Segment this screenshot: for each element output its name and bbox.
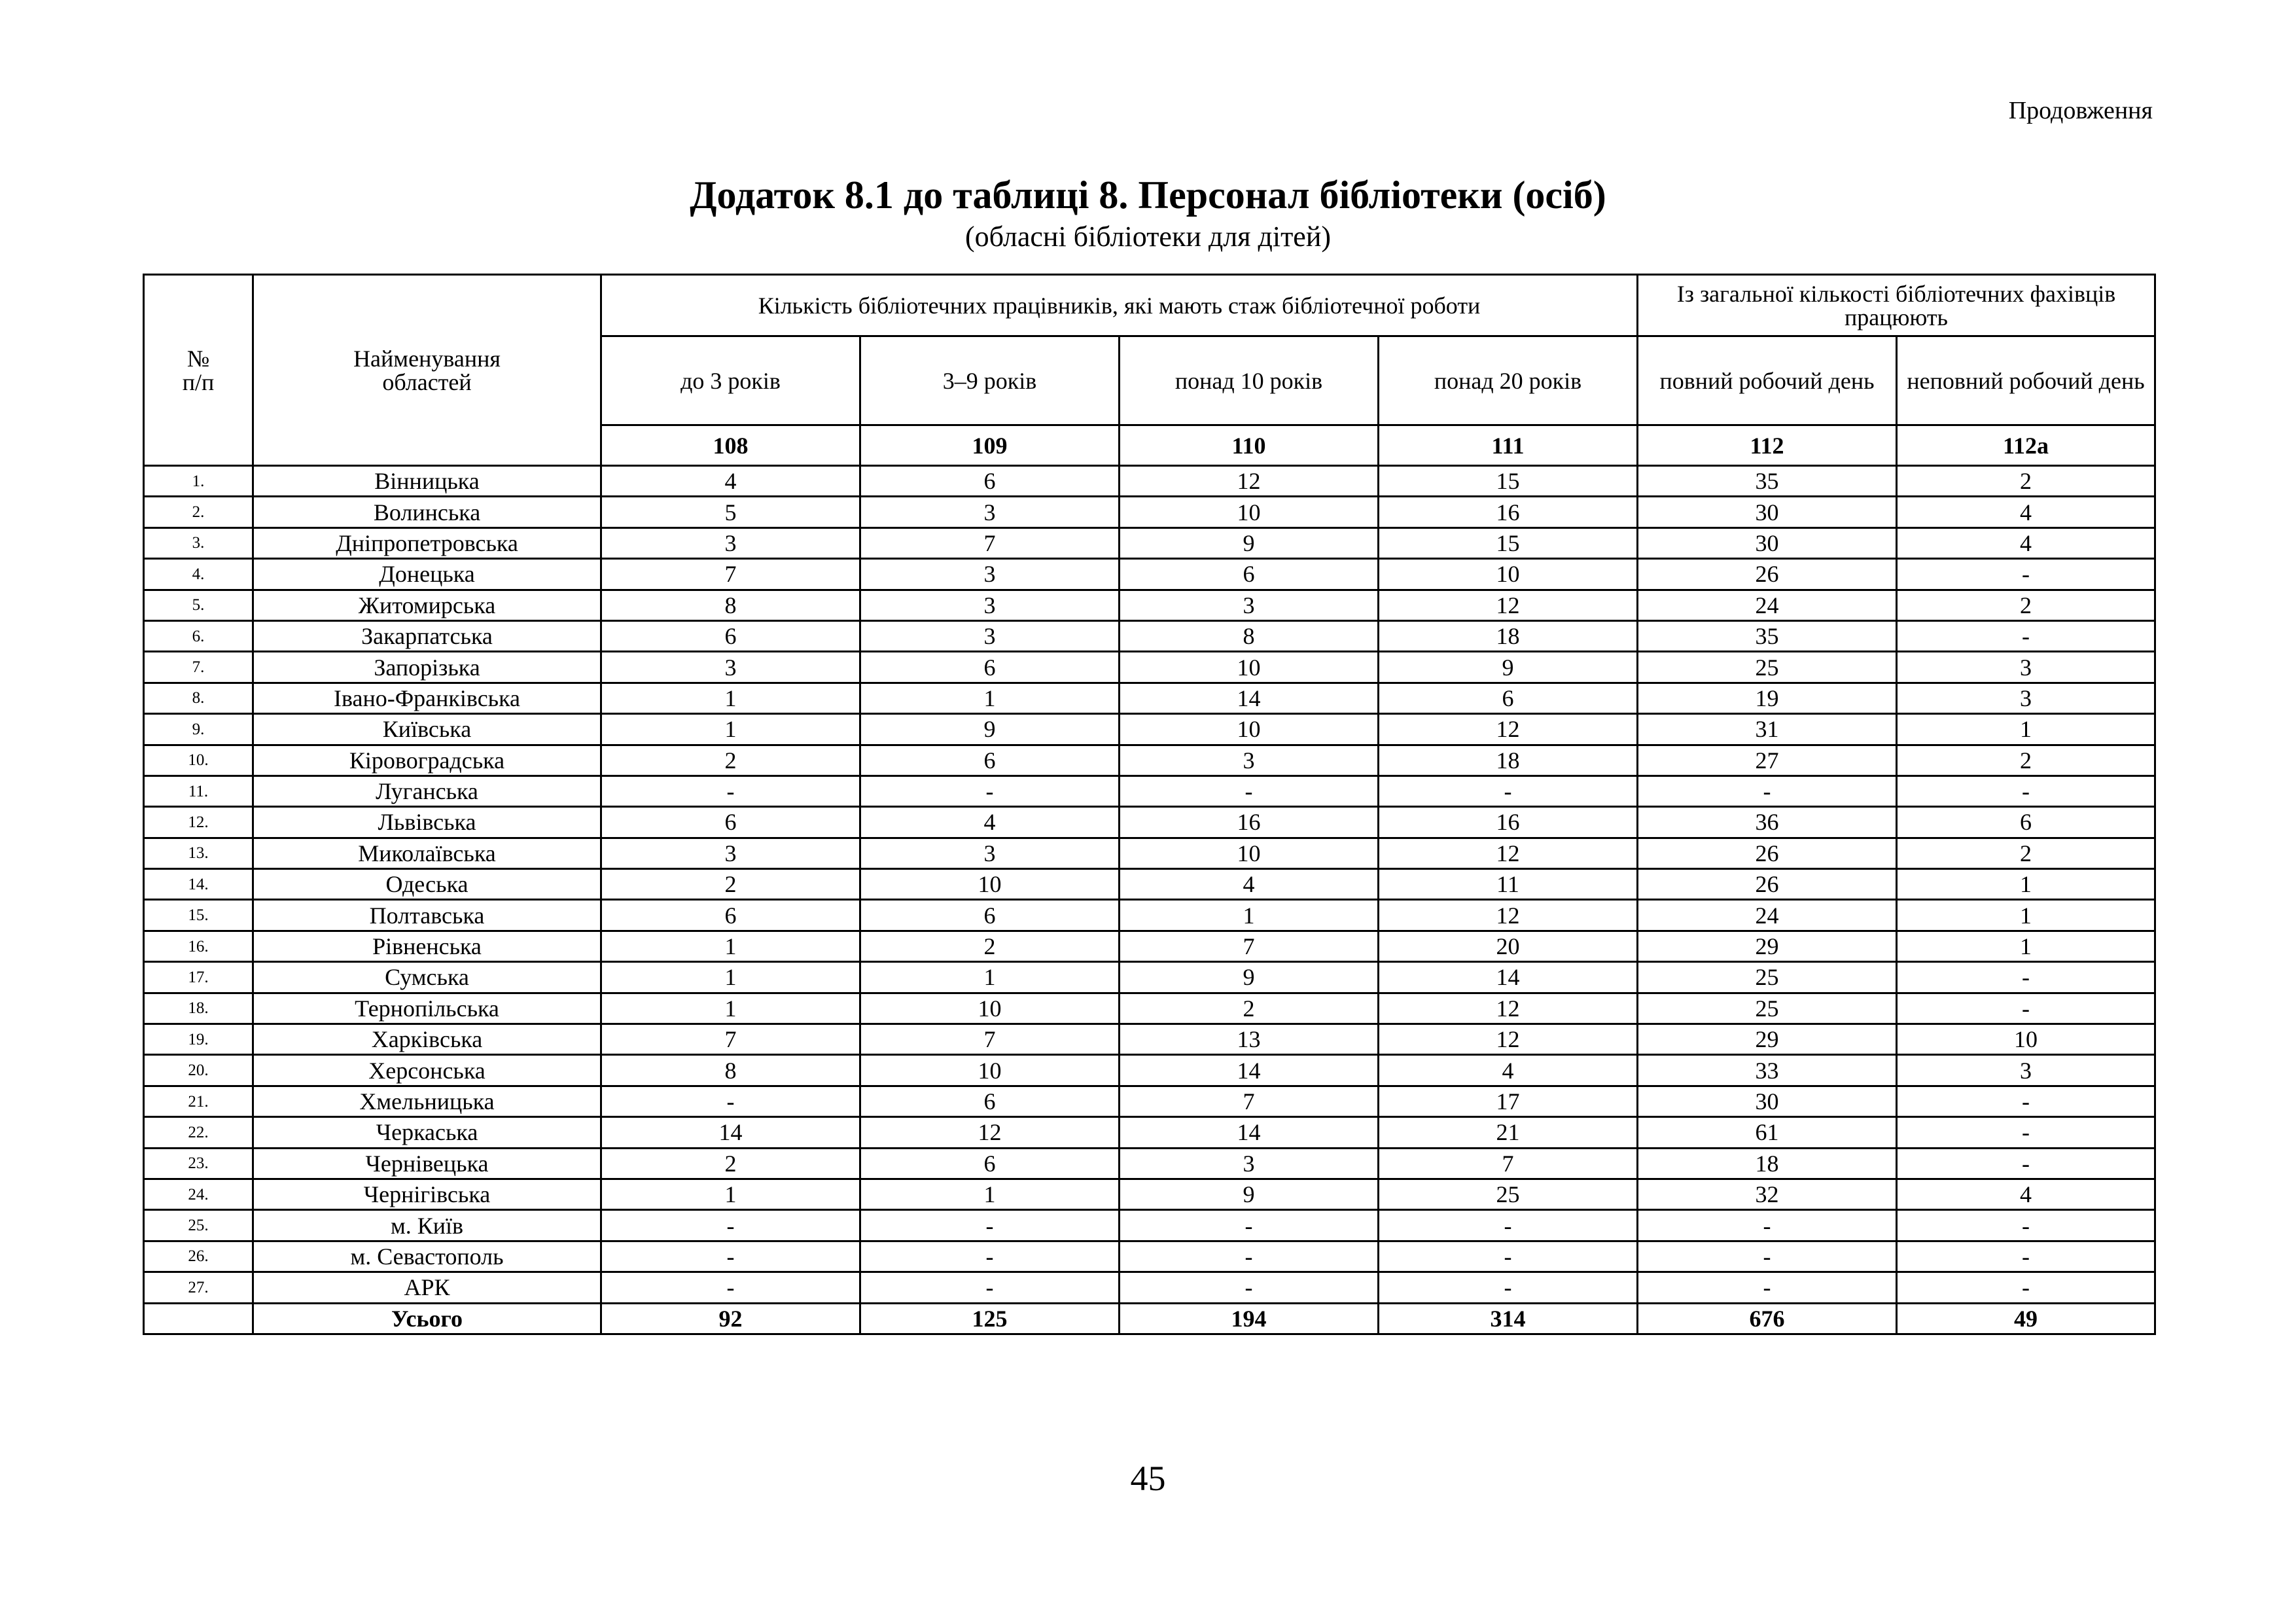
row-number: 24.: [144, 1179, 253, 1209]
page-number: 45: [1130, 1459, 1166, 1498]
table-cell: 9: [1379, 652, 1638, 683]
table-cell: 25: [1379, 1179, 1638, 1209]
table-cell: 9: [1120, 527, 1379, 558]
table-cell: 24: [1638, 900, 1897, 931]
table-cell: 30: [1638, 1086, 1897, 1116]
table-cell: 3: [1897, 652, 2155, 683]
table-cell: -: [1379, 1272, 1638, 1303]
table-cell: 16: [1379, 807, 1638, 838]
table-cell: -: [860, 1241, 1120, 1272]
staff-table: [143, 274, 2156, 1335]
table-cell: 3: [860, 497, 1120, 527]
table-cell: 29: [1638, 931, 1897, 961]
table-cell: 16: [1379, 497, 1638, 527]
table-cell: 194: [1120, 1303, 1379, 1334]
row-number: 11.: [144, 776, 253, 806]
table-cell: 10: [860, 1055, 1120, 1086]
table-cell: -: [1638, 1272, 1897, 1303]
table-cell: 10: [1897, 1024, 2155, 1055]
row-number: 27.: [144, 1272, 253, 1303]
table-cell: -: [1897, 1117, 2155, 1148]
table-row: [144, 1241, 2155, 1272]
table-cell: 3: [1897, 1055, 2155, 1086]
table-cell: 12: [1379, 993, 1638, 1024]
header-group-workday: Із загальної кількості бібліотечних фахівців працюють: [1638, 275, 2155, 336]
table-cell: 1: [1897, 900, 2155, 931]
region-name: Івано-Франківська: [253, 683, 601, 713]
table-cell: 3: [601, 527, 860, 558]
table-cell: 25: [1638, 652, 1897, 683]
table-cell: 30: [1638, 497, 1897, 527]
row-number: 21.: [144, 1086, 253, 1116]
table-row: [144, 869, 2155, 900]
table-row: [144, 652, 2155, 683]
region-name: Харківська: [253, 1024, 601, 1055]
table-row: [144, 683, 2155, 713]
table-cell: -: [1120, 1241, 1379, 1272]
header-code: 112а: [1897, 425, 2155, 466]
table-cell: 1: [601, 714, 860, 745]
table-row: [144, 1179, 2155, 1209]
table-cell: 16: [1120, 807, 1379, 838]
table-cell: 4: [1897, 1179, 2155, 1209]
table-cell: 2: [601, 745, 860, 776]
row-number: 26.: [144, 1241, 253, 1272]
row-number: 15.: [144, 900, 253, 931]
row-number: 22.: [144, 1117, 253, 1148]
row-number: 7.: [144, 652, 253, 683]
row-number: 23.: [144, 1148, 253, 1179]
table-cell: 6: [601, 900, 860, 931]
table-cell: 10: [1120, 838, 1379, 868]
region-name: Херсонська: [253, 1055, 601, 1086]
header-group-experience: Кількість бібліотечних працівників, які мають стаж бібліотечної роботи: [601, 275, 1638, 336]
table-cell: 7: [1379, 1148, 1638, 1179]
table-cell: 4: [860, 807, 1120, 838]
table-cell: -: [601, 1210, 860, 1241]
table-cell: -: [1897, 776, 2155, 806]
table-cell: 1: [601, 962, 860, 993]
table-cell: 3: [860, 620, 1120, 651]
header-code: 110: [1120, 425, 1379, 466]
table-cell: 125: [860, 1303, 1120, 1334]
table-cell: 3: [1897, 683, 2155, 713]
table-cell: 3: [860, 559, 1120, 590]
region-name: Запорізька: [253, 652, 601, 683]
table-cell: 2: [1120, 993, 1379, 1024]
table-cell: 1: [860, 1179, 1120, 1209]
table-cell: 2: [601, 1148, 860, 1179]
table-row: [144, 714, 2155, 745]
header-col-under-3: до 3 років: [601, 336, 860, 425]
table-cell: 14: [1120, 1117, 1379, 1148]
table-cell: -: [1897, 1148, 2155, 1179]
table-cell: 10: [1120, 652, 1379, 683]
table-cell: 10: [860, 993, 1120, 1024]
row-number: 5.: [144, 590, 253, 620]
row-number: 25.: [144, 1210, 253, 1241]
region-name: Миколаївська: [253, 838, 601, 868]
table-row: [144, 497, 2155, 527]
region-name: Закарпатська: [253, 620, 601, 651]
table-cell: 7: [601, 559, 860, 590]
table-cell: -: [601, 776, 860, 806]
table-row: [144, 807, 2155, 838]
table-cell: -: [1897, 962, 2155, 993]
region-name: Львівська: [253, 807, 601, 838]
table-row: [144, 620, 2155, 651]
table-cell: 2: [1897, 745, 2155, 776]
table-cell: 1: [1897, 931, 2155, 961]
table-cell: 12: [1379, 1024, 1638, 1055]
table-row: [144, 1148, 2155, 1179]
table-cell: 10: [860, 869, 1120, 900]
table-cell: 6: [860, 652, 1120, 683]
table-cell: -: [1120, 776, 1379, 806]
table-cell: 36: [1638, 807, 1897, 838]
region-name: Рівненська: [253, 931, 601, 961]
table-cell: 5: [601, 497, 860, 527]
table-cell: 8: [601, 1055, 860, 1086]
total-row: [144, 1303, 2155, 1334]
table-cell: 18: [1379, 620, 1638, 651]
header-code: 109: [860, 425, 1120, 466]
table-cell: 6: [860, 466, 1120, 497]
region-name: Кіровоградська: [253, 745, 601, 776]
continuation-label: Продовження: [2008, 97, 2153, 124]
table-row: [144, 527, 2155, 558]
table-cell: 3: [601, 838, 860, 868]
region-name: Усього: [253, 1303, 601, 1334]
table-cell: 25: [1638, 993, 1897, 1024]
table-row: [144, 466, 2155, 497]
table-row: [144, 1086, 2155, 1116]
row-number: 20.: [144, 1055, 253, 1086]
table-cell: 19: [1638, 683, 1897, 713]
table-cell: 31: [1638, 714, 1897, 745]
region-name: Київська: [253, 714, 601, 745]
region-name: Дніпропетровська: [253, 527, 601, 558]
table-cell: -: [601, 1241, 860, 1272]
table-row: [144, 1024, 2155, 1055]
region-name: Вінницька: [253, 466, 601, 497]
table-cell: 27: [1638, 745, 1897, 776]
region-name: м. Київ: [253, 1210, 601, 1241]
table-cell: 9: [860, 714, 1120, 745]
table-row: [144, 931, 2155, 961]
row-number: 14.: [144, 869, 253, 900]
region-name: Тернопільська: [253, 993, 601, 1024]
table-cell: 7: [1120, 931, 1379, 961]
table-body: [144, 466, 2155, 1334]
table-cell: 12: [1379, 590, 1638, 620]
table-cell: -: [860, 776, 1120, 806]
table-row: [144, 559, 2155, 590]
table-cell: 10: [1379, 559, 1638, 590]
table-cell: 1: [860, 962, 1120, 993]
table-cell: 14: [601, 1117, 860, 1148]
table-cell: 1: [1897, 869, 2155, 900]
table-row: [144, 993, 2155, 1024]
table-cell: 17: [1379, 1086, 1638, 1116]
table-cell: 3: [860, 838, 1120, 868]
table-row: [144, 590, 2155, 620]
table-cell: 12: [1379, 900, 1638, 931]
table-cell: 6: [1897, 807, 2155, 838]
region-name: м. Севастополь: [253, 1241, 601, 1272]
row-number: 4.: [144, 559, 253, 590]
table-cell: 4: [1897, 497, 2155, 527]
table-cell: 13: [1120, 1024, 1379, 1055]
table-cell: 6: [860, 745, 1120, 776]
table-cell: 8: [601, 590, 860, 620]
table-cell: 6: [860, 900, 1120, 931]
table-cell: -: [1638, 1210, 1897, 1241]
table-cell: -: [1897, 1241, 2155, 1272]
region-name: Донецька: [253, 559, 601, 590]
row-number: 17.: [144, 962, 253, 993]
table-cell: 35: [1638, 466, 1897, 497]
table-cell: 4: [1897, 527, 2155, 558]
table-cell: 6: [1379, 683, 1638, 713]
table-cell: 49: [1897, 1303, 2155, 1334]
table-cell: 6: [860, 1148, 1120, 1179]
row-number: 10.: [144, 745, 253, 776]
table-cell: 12: [1379, 838, 1638, 868]
region-name: Сумська: [253, 962, 601, 993]
row-number: 8.: [144, 683, 253, 713]
table-cell: 12: [860, 1117, 1120, 1148]
table-cell: 4: [1379, 1055, 1638, 1086]
table-cell: -: [601, 1272, 860, 1303]
row-number: 12.: [144, 807, 253, 838]
table-cell: 676: [1638, 1303, 1897, 1334]
table-cell: 26: [1638, 559, 1897, 590]
region-name: Одеська: [253, 869, 601, 900]
table-row: [144, 1210, 2155, 1241]
table-cell: -: [1638, 776, 1897, 806]
table-cell: 10: [1120, 714, 1379, 745]
table-cell: 15: [1379, 466, 1638, 497]
region-name: Хмельницька: [253, 1086, 601, 1116]
row-number: [144, 1303, 253, 1334]
table-cell: 9: [1120, 1179, 1379, 1209]
table-cell: -: [1120, 1210, 1379, 1241]
table-cell: -: [1897, 1272, 2155, 1303]
row-number: 18.: [144, 993, 253, 1024]
table-cell: 6: [601, 807, 860, 838]
header-num: № п/п: [144, 275, 253, 466]
table-cell: 35: [1638, 620, 1897, 651]
table-cell: -: [1897, 1086, 2155, 1116]
table-cell: -: [860, 1272, 1120, 1303]
row-number: 1.: [144, 466, 253, 497]
table-cell: 61: [1638, 1117, 1897, 1148]
table-cell: 3: [1120, 1148, 1379, 1179]
region-name: Полтавська: [253, 900, 601, 931]
row-number: 2.: [144, 497, 253, 527]
table-row: [144, 745, 2155, 776]
table-cell: 3: [860, 590, 1120, 620]
table-cell: 3: [601, 652, 860, 683]
table-cell: 1: [601, 1179, 860, 1209]
table-cell: 32: [1638, 1179, 1897, 1209]
table-cell: 14: [1120, 683, 1379, 713]
table-cell: 7: [860, 527, 1120, 558]
header-col-part-day: неповний робочий день: [1897, 336, 2155, 425]
table-cell: 6: [860, 1086, 1120, 1116]
table-cell: -: [1897, 620, 2155, 651]
table-cell: -: [1379, 1241, 1638, 1272]
table-cell: -: [1379, 776, 1638, 806]
row-number: 16.: [144, 931, 253, 961]
table-cell: -: [1638, 1241, 1897, 1272]
table-cell: 3: [1120, 745, 1379, 776]
page-title: Додаток 8.1 до таблиці 8. Персонал бібліотеки (осіб): [690, 173, 1606, 217]
table-cell: 29: [1638, 1024, 1897, 1055]
table-cell: 314: [1379, 1303, 1638, 1334]
table-cell: 15: [1379, 527, 1638, 558]
table-row: [144, 962, 2155, 993]
table-row: [144, 1272, 2155, 1303]
table-cell: 14: [1120, 1055, 1379, 1086]
header-col-over-10: понад 10 років: [1120, 336, 1379, 425]
page-subtitle: (обласні бібліотеки для дітей): [964, 221, 1332, 253]
table-cell: 6: [601, 620, 860, 651]
table-row: [144, 776, 2155, 806]
table-cell: 14: [1379, 962, 1638, 993]
header-col-3-9: 3–9 років: [860, 336, 1120, 425]
header-code: 111: [1379, 425, 1638, 466]
table-cell: -: [1897, 559, 2155, 590]
row-number: 9.: [144, 714, 253, 745]
table-row: [144, 838, 2155, 868]
region-name: АРК: [253, 1272, 601, 1303]
table-cell: -: [601, 1086, 860, 1116]
header-name: Найменування областей: [253, 275, 601, 466]
table-cell: 9: [1120, 962, 1379, 993]
table-cell: 2: [860, 931, 1120, 961]
table-cell: 4: [1120, 869, 1379, 900]
row-number: 3.: [144, 527, 253, 558]
region-name: Чернівецька: [253, 1148, 601, 1179]
table-cell: 8: [1120, 620, 1379, 651]
table-cell: 26: [1638, 838, 1897, 868]
table-cell: 18: [1379, 745, 1638, 776]
table-cell: 7: [860, 1024, 1120, 1055]
table-cell: 1: [1897, 714, 2155, 745]
table-cell: 4: [601, 466, 860, 497]
table-cell: 24: [1638, 590, 1897, 620]
table-cell: 12: [1120, 466, 1379, 497]
row-number: 13.: [144, 838, 253, 868]
table-cell: 20: [1379, 931, 1638, 961]
table-cell: 33: [1638, 1055, 1897, 1086]
table-cell: 1: [1120, 900, 1379, 931]
table-cell: 10: [1120, 497, 1379, 527]
table-cell: -: [860, 1210, 1120, 1241]
header-col-over-20: понад 20 років: [1379, 336, 1638, 425]
table-cell: 18: [1638, 1148, 1897, 1179]
region-name: Житомирська: [253, 590, 601, 620]
header-code: 112: [1638, 425, 1897, 466]
table-cell: 92: [601, 1303, 860, 1334]
table-cell: -: [1120, 1272, 1379, 1303]
table-cell: 1: [860, 683, 1120, 713]
table-cell: 1: [601, 683, 860, 713]
region-name: Волинська: [253, 497, 601, 527]
table-cell: 30: [1638, 527, 1897, 558]
header-code: 108: [601, 425, 860, 466]
table-cell: 1: [601, 993, 860, 1024]
table-cell: -: [1897, 1210, 2155, 1241]
region-name: Черкаська: [253, 1117, 601, 1148]
table-cell: 2: [1897, 466, 2155, 497]
table-cell: 12: [1379, 714, 1638, 745]
header-col-full-day: повний робочий день: [1638, 336, 1897, 425]
table-row: [144, 1117, 2155, 1148]
table-cell: 7: [1120, 1086, 1379, 1116]
table-cell: 6: [1120, 559, 1379, 590]
row-number: 6.: [144, 620, 253, 651]
table-cell: 26: [1638, 869, 1897, 900]
region-name: Луганська: [253, 776, 601, 806]
table-cell: 3: [1120, 590, 1379, 620]
table-cell: 1: [601, 931, 860, 961]
table-cell: 2: [1897, 590, 2155, 620]
table-cell: 2: [601, 869, 860, 900]
table-cell: 25: [1638, 962, 1897, 993]
table-cell: 7: [601, 1024, 860, 1055]
table-cell: -: [1897, 993, 2155, 1024]
row-number: 19.: [144, 1024, 253, 1055]
table-cell: 2: [1897, 838, 2155, 868]
table-row: [144, 1055, 2155, 1086]
table-cell: 11: [1379, 869, 1638, 900]
table-row: [144, 900, 2155, 931]
table-cell: 21: [1379, 1117, 1638, 1148]
region-name: Чернігівська: [253, 1179, 601, 1209]
table-cell: -: [1379, 1210, 1638, 1241]
